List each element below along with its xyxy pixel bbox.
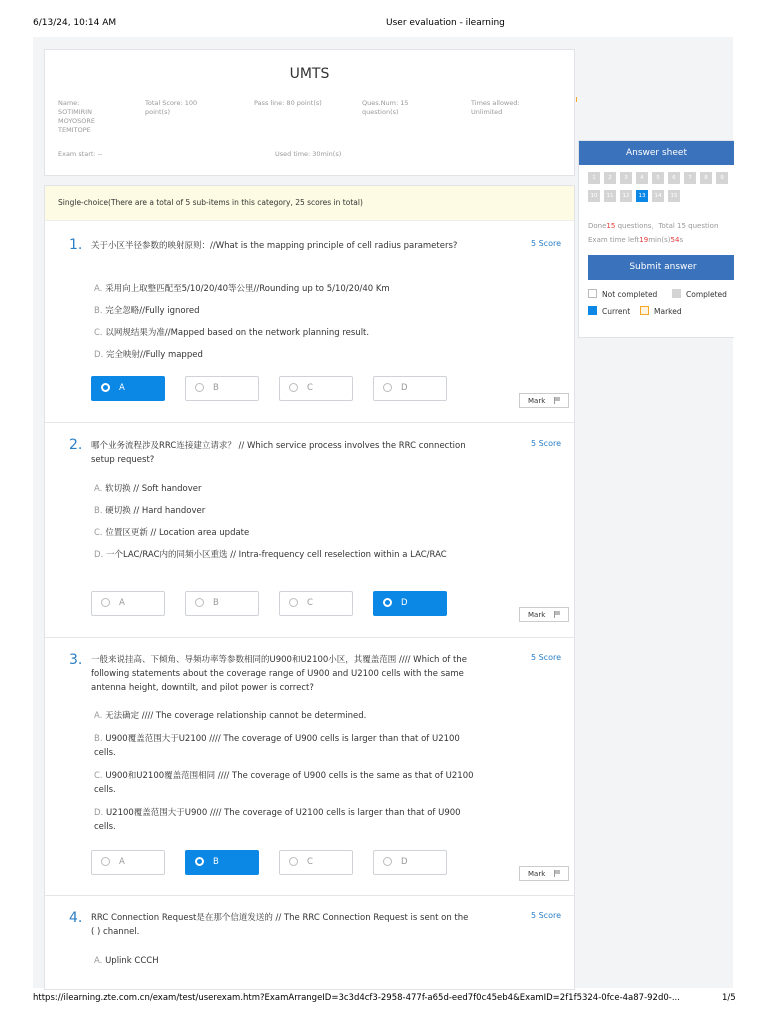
option-letter: D. — [94, 350, 104, 360]
question-number: 1. — [69, 237, 83, 253]
answer-sheet-number[interactable]: 10 — [588, 190, 600, 202]
legend-label: Not completed — [602, 290, 658, 299]
times-allowed-label: Times allowed: — [471, 99, 520, 107]
total-score-label: Total Score: 100 — [145, 99, 198, 107]
option-letter: A. — [94, 711, 103, 721]
answer-sheet-number[interactable]: 9 — [716, 172, 728, 184]
category-header: Single-choice(There are a total of 5 sub-items in this category, 25 scores in total) — [45, 186, 574, 221]
pass-line-field: Pass line: 80 point(s) — [254, 99, 322, 107]
option-letter: A. — [94, 284, 103, 294]
answer-sheet-title: Answer sheet — [579, 141, 734, 165]
question-text: 一般来说挂高、下倾角、导频功率等参数相同的U900和U2100小区，其覆盖范围 //// Which of the following statements about the coverage range of U900 and U2100 cells with the same antenna height, downtilt, and pilot power is correct? — [91, 655, 467, 693]
choice-a-button[interactable] — [91, 376, 165, 401]
question-text: RRC Connection Request是在那个信道发送的 // The RRC Connection Request is sent on the ( ) channel. — [91, 913, 469, 937]
question-2 — [45, 423, 574, 638]
option-c — [94, 526, 494, 540]
flag-icon — [554, 870, 562, 877]
option-letter: B. — [94, 734, 103, 744]
option-a — [94, 282, 494, 296]
choice-label: D — [401, 857, 408, 867]
exam-title: UMTS — [289, 66, 330, 82]
choice-label: B — [213, 857, 219, 867]
decorative-tick — [576, 97, 577, 102]
option-text: U900覆盖范围大于U2100 //// The coverage of U900 cells is larger than that of U2100 cells. — [94, 734, 460, 758]
print-url: https://ilearning.zte.com.cn/exam/test/userexam.htm?ExamArrangeID=3c3d4cf3-2958-477f-a65d-eed7f0c45eb4&ExamID=2f1f5324-0fce-4a87-92d0-... — [33, 993, 680, 1003]
choice-label: C — [307, 598, 313, 608]
exam-start-field: Exam start: -- — [58, 150, 103, 158]
question-count-unit: question(s) — [362, 108, 399, 116]
times-allowed-value: Unlimited — [471, 108, 503, 116]
answer-sheet-number[interactable]: 8 — [700, 172, 712, 184]
legend-label: Current — [602, 307, 631, 316]
answer-sheet-number[interactable]: 15 — [668, 190, 680, 202]
option-letter: D. — [94, 808, 104, 818]
option-a — [94, 709, 494, 723]
question-score: 5 Score — [530, 911, 561, 920]
choice-b-button[interactable] — [185, 376, 259, 401]
legend-not-completed — [588, 289, 657, 299]
answer-sheet-number[interactable]: 12 — [620, 190, 632, 202]
choice-c-button[interactable] — [279, 591, 353, 616]
radio-icon — [195, 598, 204, 607]
choice-label: A — [119, 598, 125, 608]
answer-sheet-number-current[interactable]: 13 — [636, 190, 648, 202]
total-score-unit: point(s) — [145, 108, 171, 116]
radio-icon — [289, 383, 298, 392]
legend-current — [588, 306, 630, 316]
questions-card — [44, 185, 575, 990]
option-c — [94, 769, 484, 797]
choice-c-button[interactable] — [279, 376, 353, 401]
option-text: Uplink CCCH — [105, 956, 159, 966]
flag-icon — [554, 611, 562, 618]
option-text: U900和U2100覆盖范围相同 //// The coverage of U900 cells is the same as that of U2100 cells. — [94, 771, 474, 795]
mark-button[interactable] — [519, 393, 569, 408]
option-b — [94, 732, 484, 760]
choice-label: D — [401, 598, 408, 608]
total-score-field — [145, 99, 225, 117]
option-letter: D. — [94, 550, 104, 560]
time-seconds: 54 — [670, 236, 680, 244]
legend-label: Completed — [686, 290, 727, 299]
done-count: 15 — [606, 222, 616, 230]
question-count-field — [362, 99, 442, 117]
answer-sheet-number[interactable]: 4 — [636, 172, 648, 184]
choice-label: C — [307, 383, 313, 393]
question-number: 2. — [69, 437, 83, 453]
choice-label: D — [401, 383, 408, 393]
answer-sheet-number[interactable]: 11 — [604, 190, 616, 202]
choice-label: B — [213, 598, 219, 608]
question-score: 5 Score — [530, 439, 561, 448]
time-left-status — [588, 236, 683, 244]
name-value: SOTIMIRIN MOYOSORE TEMITOPE — [58, 108, 95, 134]
mark-label: Mark — [528, 870, 546, 878]
legend-completed — [672, 289, 727, 299]
radio-icon — [383, 598, 392, 607]
option-text: 位置区更新 // Location area update — [105, 528, 250, 538]
used-time-field: Used time: 30min(s) — [275, 150, 342, 158]
name-label: Name: — [58, 99, 80, 107]
option-text: 一个LAC/RAC内的同频小区重选 // Intra-frequency cell reselection within a LAC/RAC — [105, 550, 447, 560]
radio-icon — [195, 383, 204, 392]
choice-d-button[interactable] — [373, 376, 447, 401]
marked-flag-icon — [640, 306, 649, 315]
name-field — [58, 99, 118, 135]
choice-a-button[interactable] — [91, 850, 165, 875]
option-text: U2100覆盖范围大于U900 //// The coverage of U2100 cells is larger than that of U900 cells. — [94, 808, 461, 832]
submit-answer-button[interactable]: Submit answer — [588, 255, 734, 280]
exam-info-card — [44, 49, 575, 176]
option-letter: A. — [94, 484, 103, 494]
mark-label: Mark — [528, 611, 546, 619]
question-3 — [45, 638, 574, 896]
mark-button[interactable] — [519, 866, 569, 881]
option-b — [94, 304, 494, 318]
choice-label: B — [213, 383, 219, 393]
option-letter: B. — [94, 506, 103, 516]
question-text: 哪个业务流程涉及RRC连接建立请求？ // Which service process involves the RRC connection setup request? — [91, 441, 466, 465]
question-score: 5 Score — [530, 239, 561, 248]
print-title: User evaluation - ilearning — [386, 18, 505, 28]
radio-icon — [289, 598, 298, 607]
done-prefix: Done — [588, 222, 607, 230]
current-swatch — [588, 306, 597, 315]
choice-label: A — [119, 857, 125, 867]
question-text: 关于小区半径参数的映射原则：//What is the mapping principle of cell radius parameters? — [91, 241, 458, 251]
option-text: 采用向上取整匹配至5/10/20/40等公里//Rounding up to 5/10/20/40 Km — [105, 284, 390, 294]
time-mid: min(s) — [648, 236, 671, 244]
option-text: 以网规结果为准//Mapped based on the network planning result. — [105, 328, 370, 338]
time-minutes: 19 — [639, 236, 649, 244]
question-4 — [45, 896, 574, 990]
option-d — [94, 806, 484, 834]
option-text: 软切换 // Soft handover — [105, 484, 202, 494]
choice-a-button[interactable] — [91, 591, 165, 616]
question-1 — [45, 221, 574, 423]
answer-sheet-number[interactable]: 2 — [604, 172, 616, 184]
option-a — [94, 482, 494, 496]
option-letter: C. — [94, 328, 103, 338]
mark-button[interactable] — [519, 607, 569, 622]
choice-b-button[interactable] — [185, 850, 259, 875]
option-b — [94, 504, 494, 518]
legend-marked — [640, 306, 682, 316]
radio-icon — [289, 857, 298, 866]
mark-label: Mark — [528, 397, 546, 405]
radio-icon — [195, 857, 204, 866]
time-prefix: Exam time left — [588, 236, 640, 244]
radio-icon — [383, 857, 392, 866]
answer-sheet-number[interactable]: 6 — [668, 172, 680, 184]
done-status — [588, 221, 718, 231]
answer-sheet-panel — [578, 140, 734, 338]
option-d — [94, 548, 474, 562]
radio-icon — [101, 857, 110, 866]
option-text: 完全映射//Fully mapped — [105, 350, 203, 360]
print-date: 6/13/24, 10:14 AM — [33, 18, 117, 28]
question-count-label: Ques.Num: 15 — [362, 99, 409, 107]
choice-d-button[interactable] — [373, 591, 447, 616]
answer-sheet-number[interactable]: 3 — [620, 172, 632, 184]
option-letter: C. — [94, 771, 103, 781]
radio-icon — [101, 598, 110, 607]
option-d — [94, 348, 494, 362]
radio-icon — [383, 383, 392, 392]
option-text: 硬切换 // Hard handover — [105, 506, 206, 516]
option-text: 无法确定 //// The coverage relationship cannot be determined. — [105, 711, 367, 721]
choice-c-button[interactable] — [279, 850, 353, 875]
answer-sheet-number[interactable]: 14 — [652, 190, 664, 202]
legend-label: Marked — [654, 307, 682, 316]
answer-sheet-number[interactable]: 1 — [588, 172, 600, 184]
completed-swatch — [672, 289, 681, 298]
done-suffix: questions，Total 15 question — [615, 222, 719, 230]
question-score: 5 Score — [530, 653, 561, 662]
choice-label: A — [119, 383, 125, 393]
option-letter: B. — [94, 306, 103, 316]
option-text: 完全忽略//Fully ignored — [105, 306, 200, 316]
option-a — [94, 954, 494, 968]
option-letter: C. — [94, 528, 103, 538]
times-allowed-field — [471, 99, 561, 117]
option-letter: A. — [94, 956, 103, 966]
answer-sheet-number[interactable]: 7 — [684, 172, 696, 184]
radio-icon — [101, 383, 110, 392]
choice-d-button[interactable] — [373, 850, 447, 875]
flag-icon — [554, 397, 562, 404]
choice-b-button[interactable] — [185, 591, 259, 616]
question-number: 3. — [69, 652, 83, 668]
page-number: 1/5 — [722, 993, 736, 1003]
choice-label: C — [307, 857, 313, 867]
answer-sheet-number[interactable]: 5 — [652, 172, 664, 184]
time-suffix: s — [679, 236, 684, 244]
print-header — [0, 18, 768, 32]
question-number: 4. — [69, 910, 83, 926]
option-c — [94, 326, 494, 340]
not-completed-swatch — [588, 289, 597, 298]
